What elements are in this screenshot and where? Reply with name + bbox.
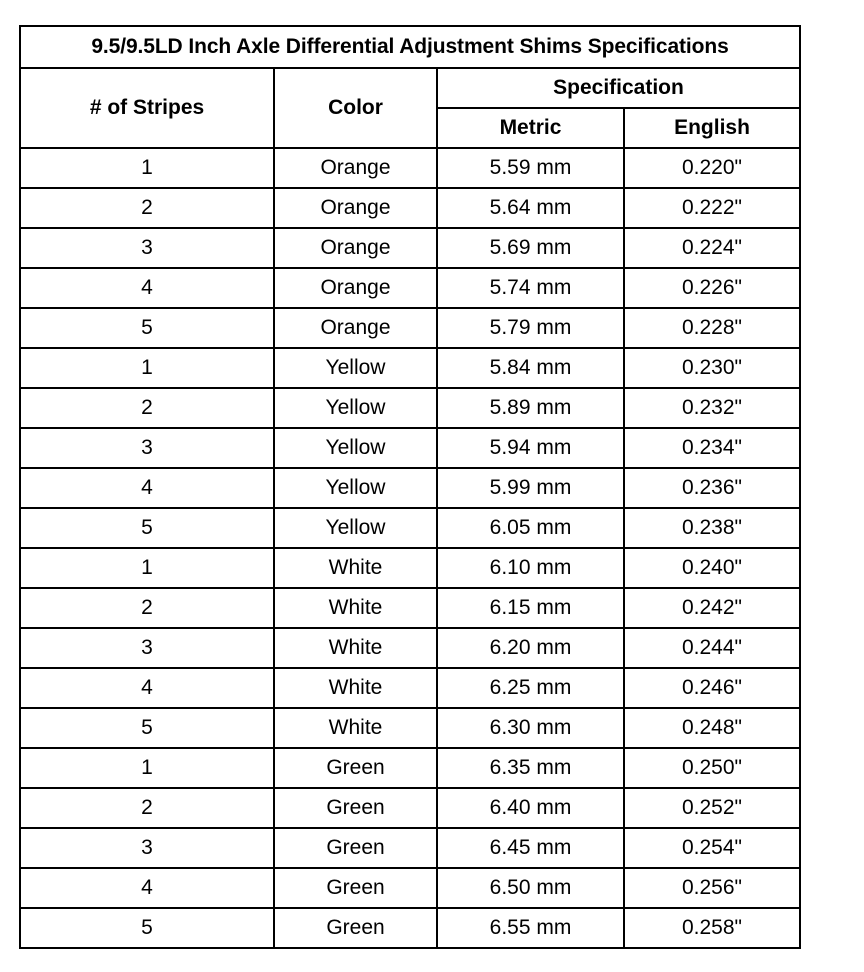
cell-metric: 5.84 mm — [437, 348, 624, 388]
cell-english: 0.246" — [624, 668, 800, 708]
table-row — [20, 148, 800, 188]
header-specification: Specification — [437, 68, 800, 108]
table-row — [20, 268, 800, 308]
cell-stripes: 1 — [20, 148, 274, 188]
cell-stripes: 2 — [20, 788, 274, 828]
shim-spec-table — [19, 25, 801, 949]
cell-color: White — [274, 548, 437, 588]
table-row — [20, 708, 800, 748]
cell-english: 0.240" — [624, 548, 800, 588]
table-row — [20, 508, 800, 548]
cell-english: 0.222" — [624, 188, 800, 228]
header-metric: Metric — [437, 108, 624, 148]
cell-english: 0.252" — [624, 788, 800, 828]
cell-metric: 5.69 mm — [437, 228, 624, 268]
header-row-1 — [20, 68, 800, 108]
cell-stripes: 4 — [20, 868, 274, 908]
cell-color: Green — [274, 828, 437, 868]
cell-english: 0.238" — [624, 508, 800, 548]
cell-color: Yellow — [274, 388, 437, 428]
cell-english: 0.250" — [624, 748, 800, 788]
cell-color: Green — [274, 788, 437, 828]
table-row — [20, 188, 800, 228]
cell-english: 0.230" — [624, 348, 800, 388]
table-row — [20, 468, 800, 508]
table-row — [20, 428, 800, 468]
cell-color: Yellow — [274, 348, 437, 388]
cell-stripes: 1 — [20, 748, 274, 788]
cell-stripes: 3 — [20, 428, 274, 468]
cell-metric: 6.30 mm — [437, 708, 624, 748]
table-row — [20, 788, 800, 828]
table-row — [20, 588, 800, 628]
cell-metric: 6.55 mm — [437, 908, 624, 948]
title-row — [20, 26, 800, 68]
cell-english: 0.220" — [624, 148, 800, 188]
table-row — [20, 908, 800, 948]
cell-english: 0.232" — [624, 388, 800, 428]
cell-color: Orange — [274, 268, 437, 308]
cell-metric: 6.15 mm — [437, 588, 624, 628]
cell-color: Orange — [274, 188, 437, 228]
cell-metric: 6.05 mm — [437, 508, 624, 548]
cell-english: 0.228" — [624, 308, 800, 348]
cell-english: 0.256" — [624, 868, 800, 908]
cell-stripes: 5 — [20, 708, 274, 748]
cell-stripes: 3 — [20, 828, 274, 868]
cell-metric: 5.59 mm — [437, 148, 624, 188]
table-row — [20, 308, 800, 348]
header-color: Color — [274, 68, 437, 148]
table-row — [20, 548, 800, 588]
table-row — [20, 228, 800, 268]
cell-metric: 5.64 mm — [437, 188, 624, 228]
cell-metric: 5.99 mm — [437, 468, 624, 508]
cell-english: 0.224" — [624, 228, 800, 268]
cell-english: 0.248" — [624, 708, 800, 748]
cell-stripes: 2 — [20, 188, 274, 228]
cell-metric: 6.20 mm — [437, 628, 624, 668]
cell-color: White — [274, 668, 437, 708]
cell-color: Orange — [274, 308, 437, 348]
cell-color: Orange — [274, 228, 437, 268]
cell-metric: 5.89 mm — [437, 388, 624, 428]
header-stripes: # of Stripes — [20, 68, 274, 148]
cell-english: 0.226" — [624, 268, 800, 308]
cell-stripes: 5 — [20, 908, 274, 948]
cell-stripes: 4 — [20, 268, 274, 308]
cell-english: 0.234" — [624, 428, 800, 468]
cell-metric: 5.79 mm — [437, 308, 624, 348]
cell-stripes: 5 — [20, 308, 274, 348]
cell-metric: 5.94 mm — [437, 428, 624, 468]
cell-color: Yellow — [274, 508, 437, 548]
cell-metric: 6.25 mm — [437, 668, 624, 708]
table-row — [20, 828, 800, 868]
cell-metric: 6.40 mm — [437, 788, 624, 828]
table-row — [20, 748, 800, 788]
cell-color: White — [274, 588, 437, 628]
cell-english: 0.236" — [624, 468, 800, 508]
cell-metric: 6.50 mm — [437, 868, 624, 908]
cell-metric: 6.35 mm — [437, 748, 624, 788]
cell-color: White — [274, 628, 437, 668]
cell-stripes: 2 — [20, 588, 274, 628]
cell-color: Green — [274, 868, 437, 908]
cell-color: Orange — [274, 148, 437, 188]
cell-stripes: 2 — [20, 388, 274, 428]
cell-english: 0.254" — [624, 828, 800, 868]
cell-metric: 5.74 mm — [437, 268, 624, 308]
cell-english: 0.242" — [624, 588, 800, 628]
header-english: English — [624, 108, 800, 148]
cell-color: Yellow — [274, 468, 437, 508]
table-row — [20, 388, 800, 428]
cell-stripes: 5 — [20, 508, 274, 548]
cell-stripes: 4 — [20, 668, 274, 708]
cell-metric: 6.10 mm — [437, 548, 624, 588]
cell-color: White — [274, 708, 437, 748]
cell-english: 0.244" — [624, 628, 800, 668]
table-row — [20, 628, 800, 668]
cell-stripes: 1 — [20, 348, 274, 388]
table-row — [20, 668, 800, 708]
cell-color: Green — [274, 748, 437, 788]
cell-stripes: 3 — [20, 228, 274, 268]
table-row — [20, 868, 800, 908]
cell-english: 0.258" — [624, 908, 800, 948]
cell-stripes: 1 — [20, 548, 274, 588]
cell-color: Yellow — [274, 428, 437, 468]
table-row — [20, 348, 800, 388]
cell-color: Green — [274, 908, 437, 948]
table-title: 9.5/9.5LD Inch Axle Differential Adjustment Shims Specifications — [20, 26, 800, 68]
cell-stripes: 4 — [20, 468, 274, 508]
cell-metric: 6.45 mm — [437, 828, 624, 868]
cell-stripes: 3 — [20, 628, 274, 668]
